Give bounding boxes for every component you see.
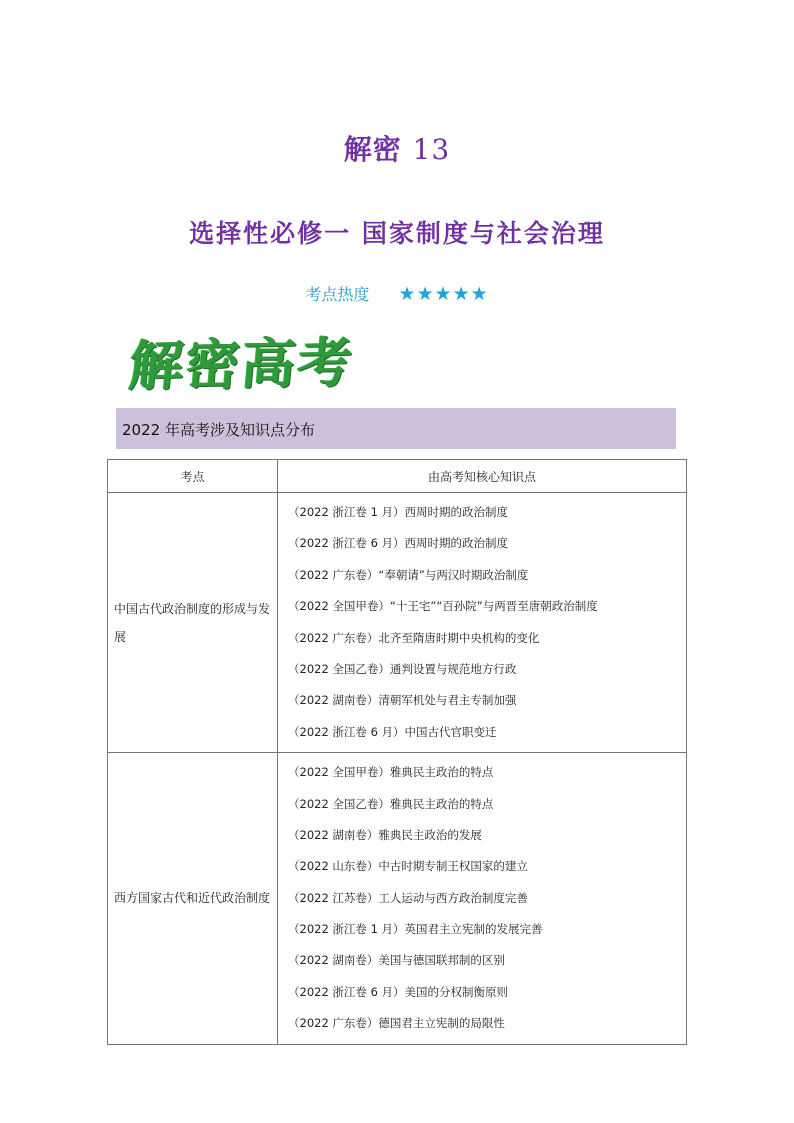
list-item: （2022 广东卷）北齐至隋唐时期中央机构的变化 <box>288 630 540 645</box>
list-item: （2022 全国乙卷）雅典民主政治的特点 <box>288 796 494 811</box>
table-header-topic: 考点 <box>108 460 278 493</box>
list-item: （2022 全国甲卷）雅典民主政治的特点 <box>288 765 494 780</box>
list-item: （2022 浙江卷 1 月）英国君主立宪制的发展完善 <box>288 922 543 937</box>
title-number: 13 <box>412 133 451 166</box>
list-item: （2022 浙江卷 6 月）西周时期的政治制度 <box>288 536 509 551</box>
table-header-row <box>108 460 687 493</box>
list-item: （2022 浙江卷 6 月）美国的分权制衡原则 <box>288 984 509 999</box>
section-logo: 解密高考 <box>126 330 357 398</box>
heat-rating <box>0 282 794 305</box>
topic-cell: 中国古代政治制度的形成与发展 <box>108 493 278 753</box>
heat-label: 考点热度 <box>305 285 370 304</box>
list-item: （2022 湖南卷）雅典民主政治的发展 <box>288 827 482 842</box>
page-subtitle: 选择性必修一 国家制度与社会治理 <box>189 219 605 248</box>
star-rating-icon: ★★★★★ <box>398 283 489 305</box>
items-cell <box>278 753 687 1045</box>
list-item: （2022 全国乙卷）通判设置与规范地方行政 <box>288 661 517 676</box>
title-prefix: 解密 <box>343 133 402 166</box>
section-bar-title: 2022 年高考涉及知识点分布 <box>122 421 315 439</box>
table-header-points: 由高考知核心知识点 <box>278 460 687 493</box>
section-bar <box>116 408 676 449</box>
page-title <box>0 128 794 168</box>
list-item: （2022 广东卷）德国君主立宪制的局限性 <box>288 1016 505 1031</box>
list-item: （2022 广东卷）“奉朝请”与两汉时期政治制度 <box>288 567 529 582</box>
table-row <box>108 493 687 753</box>
list-item: （2022 湖南卷）清朝军机处与君主专制加强 <box>288 693 517 708</box>
topic-cell: 西方国家古代和近代政治制度 <box>108 753 278 1045</box>
list-item: （2022 浙江卷 1 月）西周时期的政治制度 <box>288 505 509 519</box>
list-item: （2022 山东卷）中古时期专制王权国家的建立 <box>288 859 528 874</box>
list-item: （2022 浙江卷 6 月）中国古代官职变迁 <box>288 724 497 739</box>
knowledge-table <box>107 459 687 1045</box>
items-cell <box>278 493 687 753</box>
list-item: （2022 湖南卷）美国与德国联邦制的区别 <box>288 953 505 968</box>
list-item: （2022 江苏卷）工人运动与西方政治制度完善 <box>288 890 528 905</box>
list-item: （2022 全国甲卷）“十王宅”“百孙院”与两晋至唐朝政治制度 <box>288 599 598 614</box>
table-row <box>108 753 687 1045</box>
